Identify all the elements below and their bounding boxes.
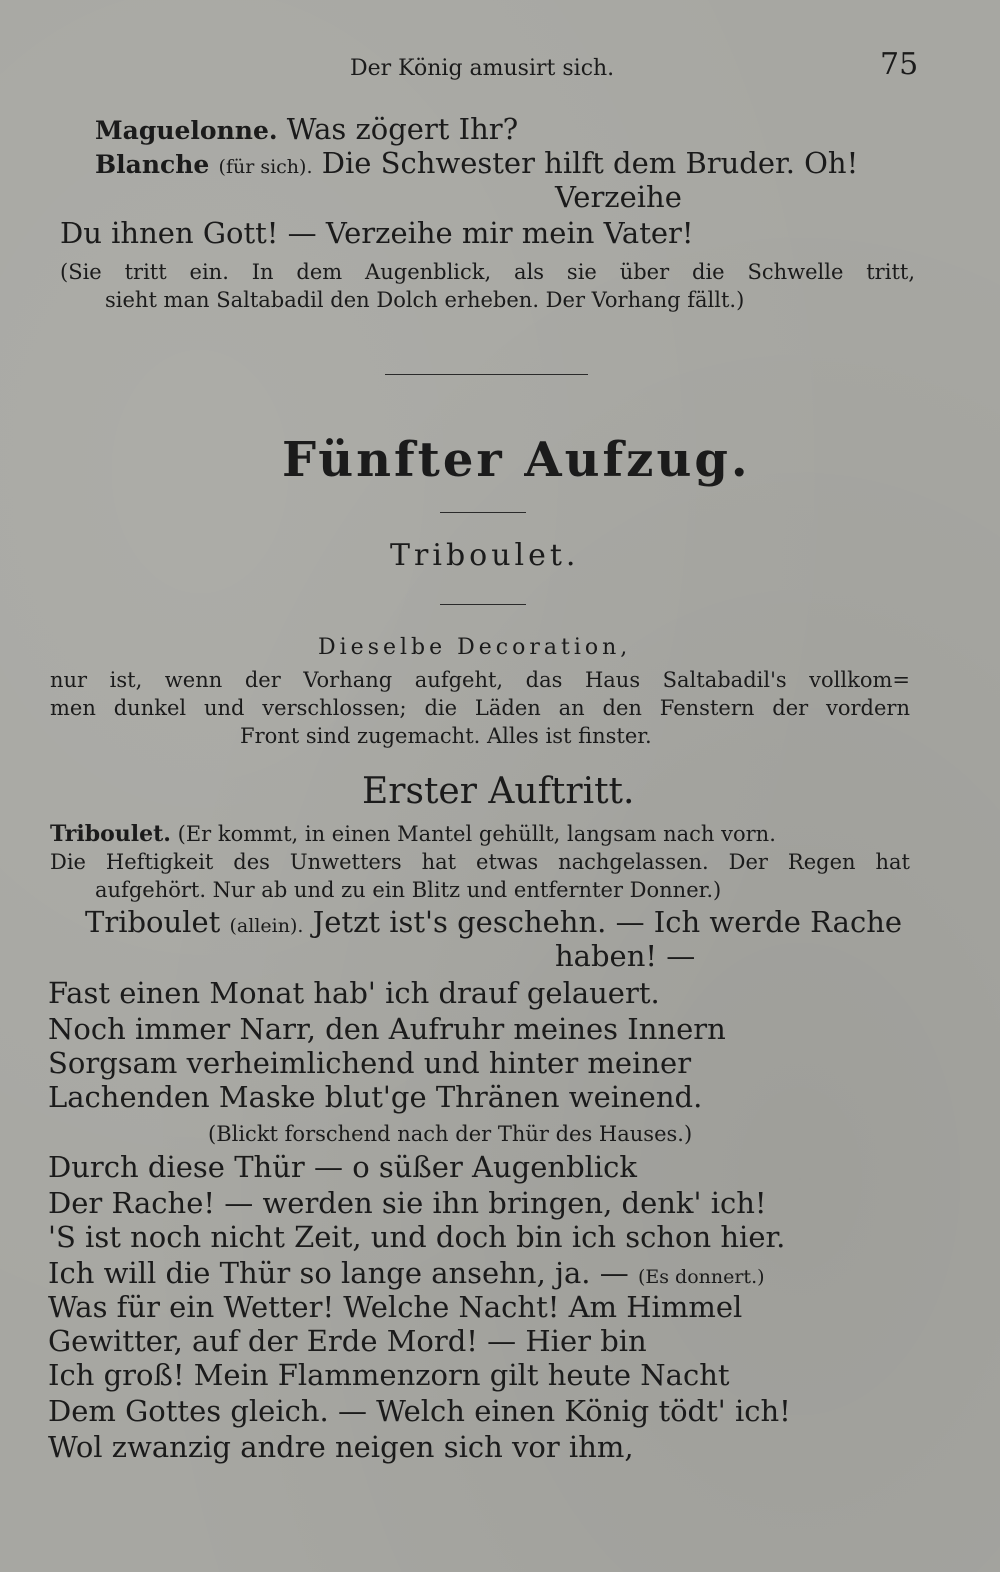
dialogue-line — [85, 905, 902, 943]
stage-direction: Die Heftigkeit des Unwetters hat etwas nachgelassen. Der Regen hat — [50, 850, 910, 874]
stage-direction-inline: (allein). — [229, 915, 304, 937]
dialogue-text: Was zögert Ihr? — [286, 112, 519, 146]
verse-line: Noch immer Narr, den Aufruhr meines Innern — [48, 1012, 726, 1046]
verse-line: Wol zwanzig andre neigen sich vor ihm, — [48, 1430, 634, 1464]
verse-line: Durch diese Thür — o süßer Augenblick — [48, 1150, 637, 1184]
scene-number: Erster Auftritt. — [362, 771, 635, 812]
stage-direction: (Blickt forschend nach der Thür des Hauses.) — [208, 1122, 693, 1146]
verse-line: Sorgsam verheimlichend und hinter meiner — [48, 1046, 692, 1080]
decoration-heading: Dieselbe Decoration, — [318, 635, 632, 660]
verse-line: Der Rache! — werden sie ihn bringen, denk' ich! — [48, 1186, 767, 1220]
speaker-name: Blanche — [95, 150, 210, 179]
speaker-name: Maguelonne. — [95, 116, 278, 145]
stage-direction-inline: (für sich). — [218, 156, 313, 178]
dialogue-line — [95, 112, 518, 148]
verse-line — [48, 1256, 765, 1294]
decoration-text: nur ist, wenn der Vorhang aufgeht, das Haus Saltabadil's vollkom= — [50, 668, 910, 692]
stage-direction-line — [50, 820, 776, 848]
verse-line: Fast einen Monat hab' ich drauf gelauert. — [48, 976, 660, 1010]
stage-direction-inline: (Es donnert.) — [637, 1266, 765, 1288]
verse-line: Gewitter, auf der Erde Mord! — Hier bin — [48, 1324, 647, 1358]
verse-text: Ich will die Thür so lange ansehn, ja. — — [48, 1256, 629, 1290]
verse-line: Lachenden Maske blut'ge Thränen weinend. — [48, 1080, 703, 1114]
dialogue-text: Die Schwester hilft dem Bruder. Oh! — [321, 146, 859, 180]
page-number: 75 — [880, 47, 919, 82]
dialogue-line — [95, 146, 858, 184]
stage-direction: (Er kommt, in einen Mantel gehüllt, langsam nach vorn. — [177, 822, 776, 846]
verse-line: Du ihnen Gott! — Verzeihe mir mein Vater! — [60, 216, 694, 250]
speaker-name: Triboulet. — [50, 821, 171, 847]
verse-continuation: Verzeihe — [555, 180, 682, 214]
divider-rule — [440, 512, 526, 513]
stage-direction: (Sie tritt ein. In dem Augenblick, als sie über die Schwelle tritt, — [60, 260, 915, 284]
verse-line: 'S ist noch nicht Zeit, und doch bin ich schon hier. — [48, 1220, 786, 1254]
running-title: Der König amusirt sich. — [350, 56, 615, 81]
verse-line: Ich groß! Mein Flammenzorn gilt heute Nacht — [48, 1358, 730, 1392]
speaker-name: Triboulet — [85, 905, 221, 939]
scene-heading: Triboulet. — [390, 538, 580, 573]
divider-rule — [440, 604, 526, 605]
decoration-text: Front sind zugemacht. Alles ist finster. — [240, 724, 652, 748]
dialogue-text: Jetzt ist's geschehn. — Ich werde Rache — [312, 905, 903, 939]
verse-line: Was für ein Wetter! Welche Nacht! Am Himmel — [48, 1290, 743, 1324]
verse-continuation: haben! — — [555, 939, 696, 973]
act-title: Fünfter Aufzug. — [282, 432, 751, 488]
stage-direction: sieht man Saltabadil den Dolch erheben. Der Vorhang fällt.) — [105, 288, 745, 312]
divider-rule — [385, 374, 588, 375]
decoration-text: men dunkel und verschlossen; die Läden an den Fenstern der vordern — [50, 696, 910, 720]
stage-direction: aufgehört. Nur ab und zu ein Blitz und entfernter Donner.) — [95, 878, 722, 902]
verse-line: Dem Gottes gleich. — Welch einen König tödt' ich! — [48, 1394, 791, 1428]
